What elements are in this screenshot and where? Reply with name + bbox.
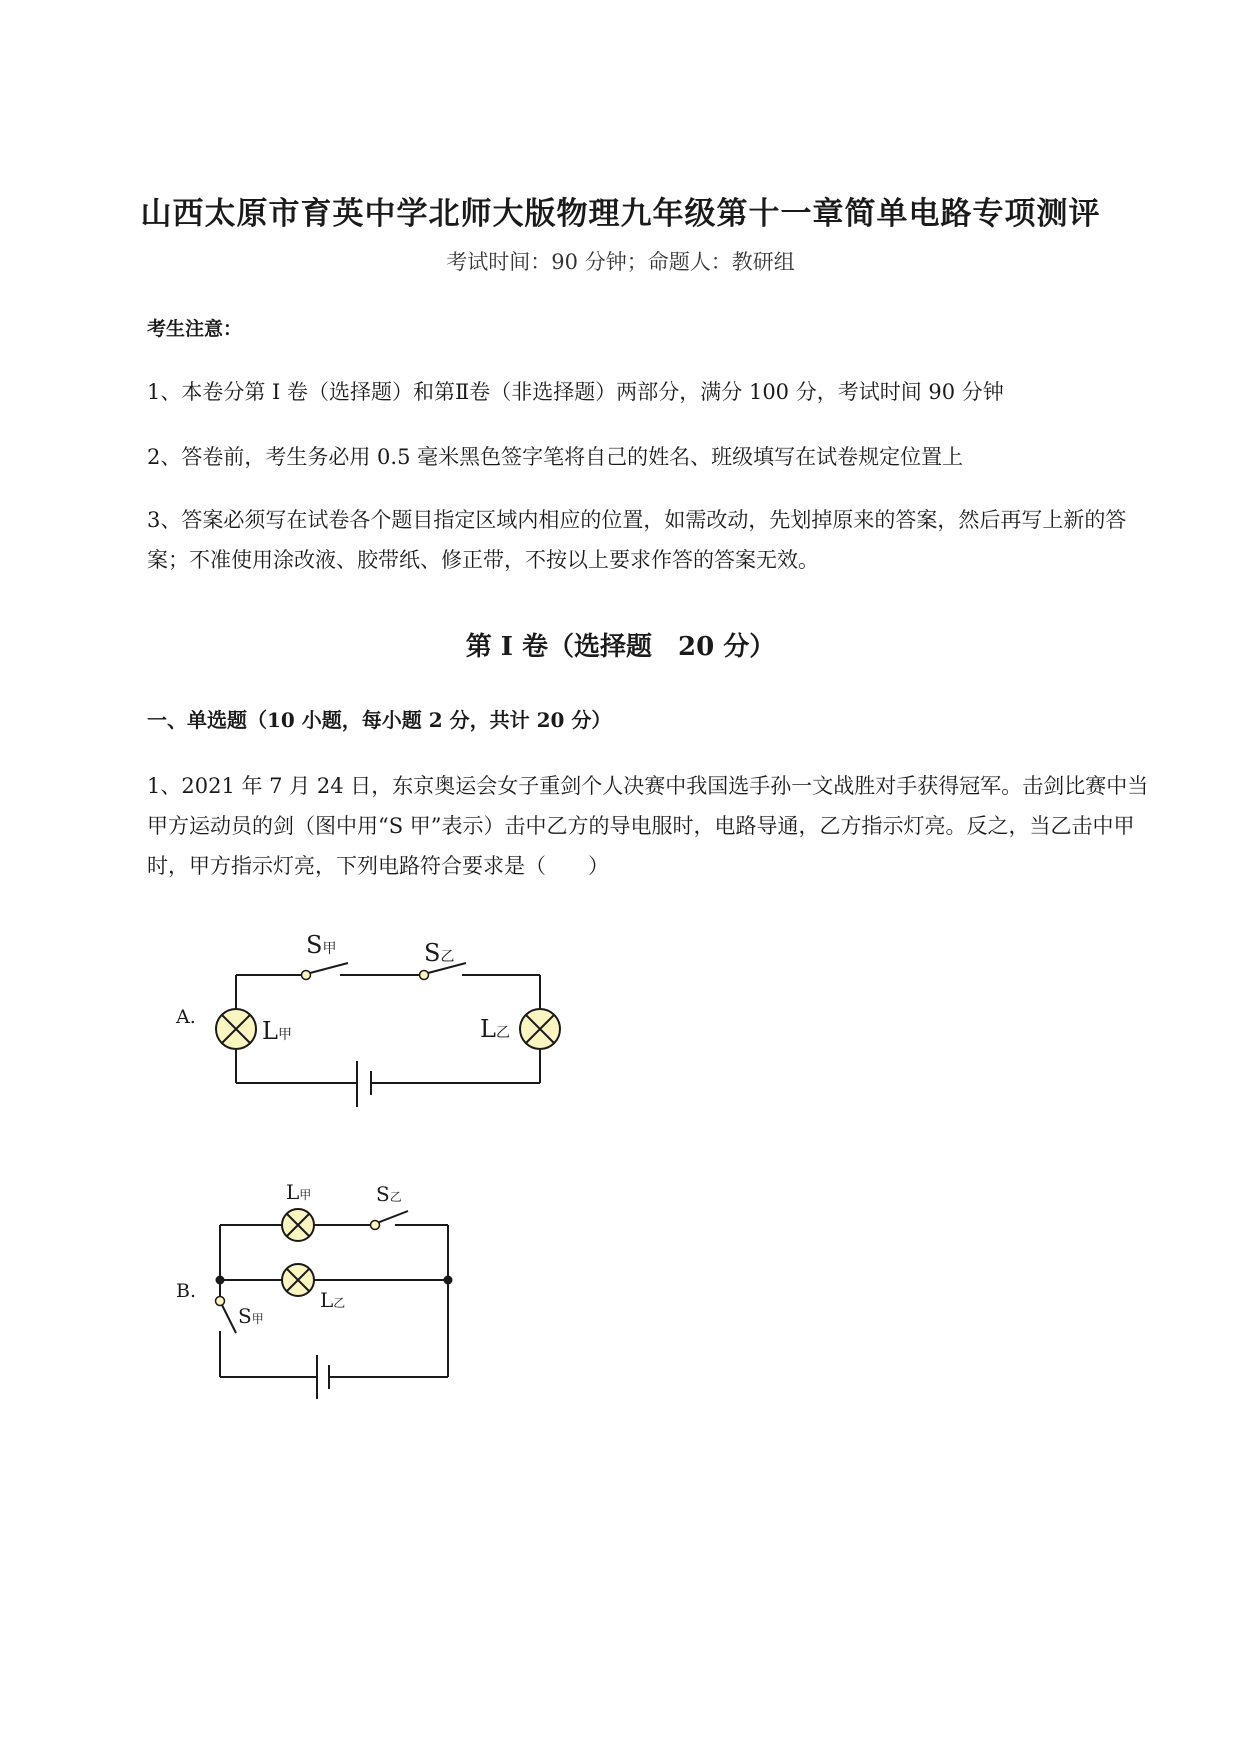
lamp-l-jia: [216, 1009, 256, 1049]
notice-item-2: 2、答卷前，考生务必用 0.5 毫米黑色签字笔将自己的姓名、班级填写在试卷规定位置上: [147, 445, 964, 469]
option-a-label[interactable]: A.: [176, 1006, 196, 1028]
switch-s-yi-pivot: [371, 1221, 380, 1230]
label-l-yi: L乙: [320, 1288, 346, 1312]
switch-s-yi-pivot: [420, 971, 429, 980]
lamp-l-yi: [520, 1009, 560, 1049]
label-l-jia: L甲: [286, 1180, 312, 1204]
part-heading: 一、单选题（10 小题，每小题 2 分，共计 20 分）: [147, 708, 612, 732]
notice-item-1: 1、本卷分第 I 卷（选择题）和第Ⅱ卷（非选择题）两部分，满分 100 分，考试时间 90 分钟: [147, 380, 1004, 404]
option-b-circuit: [200, 1165, 480, 1410]
notice-item-3: 3、答案必须写在试卷各个题目指定区域内相应的位置，如需改动，先划掉原来的答案，然后再写上新的答案；不准使用涂改液、胶带纸、修正带，不按以上要求作答的答案无效。: [147, 508, 1127, 572]
page-title: 山西太原市育英中学北师大版物理九年级第十一章简单电路专项测评: [140, 196, 1101, 232]
lamp-l-jia: [282, 1209, 314, 1241]
exam-info: 考试时间：90 分钟；命题人：教研组: [446, 250, 795, 274]
section-title: 第 I 卷（选择题 20 分）: [465, 632, 776, 662]
junction-right: [444, 1276, 453, 1285]
label-s-yi: S乙: [376, 1182, 402, 1206]
option-b-label[interactable]: B.: [176, 1280, 197, 1302]
lamp-l-yi: [282, 1264, 314, 1296]
switch-s-jia-pivot: [302, 971, 311, 980]
question-1-text: 1、2021 年 7 月 24 日，东京奥运会女子重剑个人决赛中我国选手孙一文战胜对手获得冠军。击剑比赛中当甲方运动员的剑（图中用“S 甲”表示）击中乙方的导电服时，电路导通，乙方指示灯亮。反之，当乙击中甲时，甲方指示灯亮，下列电路符合要求是（ ）: [147, 774, 1149, 878]
label-s-jia: S甲: [238, 1304, 264, 1328]
option-a-circuit: [200, 915, 580, 1120]
label-s-yi: S乙: [424, 939, 455, 967]
notice-heading: 考生注意：: [147, 318, 243, 340]
label-s-jia: S甲: [306, 931, 337, 959]
switch-s-jia-pivot: [216, 1297, 225, 1306]
label-l-yi: L乙: [480, 1015, 510, 1043]
label-l-jia: L甲: [262, 1017, 292, 1045]
junction-left: [216, 1276, 225, 1285]
